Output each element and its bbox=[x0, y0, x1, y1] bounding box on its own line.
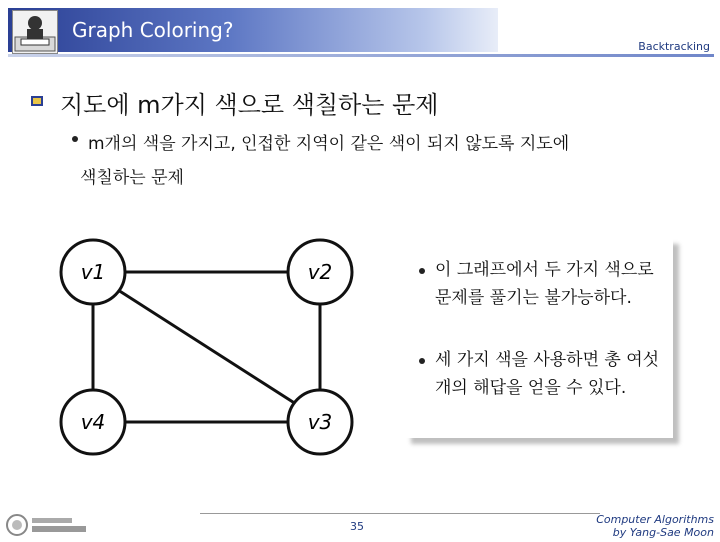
reader-icon bbox=[12, 10, 58, 54]
section-label: Backtracking bbox=[638, 40, 710, 53]
note-panel bbox=[405, 238, 673, 438]
book-bullet-icon bbox=[30, 93, 44, 112]
graph-node-v3 bbox=[288, 390, 352, 454]
sub-bullet-line2: 색칠하는 문제 bbox=[80, 168, 184, 188]
note-text-2: 세 가지 색을 사용하면 총 여섯 개의 해답을 얻을 수 있다. bbox=[435, 350, 660, 398]
note-text-1: 이 그래프에서 두 가지 색으로 문제를 풀기는 불가능하다. bbox=[435, 260, 654, 308]
note-item bbox=[419, 256, 665, 312]
credit-line2: by Yang-Sae Moon bbox=[612, 526, 714, 539]
header-divider bbox=[8, 54, 714, 57]
node-label-v3: v3 bbox=[307, 410, 333, 434]
graph-node-v2 bbox=[288, 240, 352, 304]
university-logo bbox=[4, 512, 94, 538]
slide-title: Graph Coloring? bbox=[72, 18, 234, 42]
footer-divider bbox=[200, 513, 600, 514]
graph-figure bbox=[30, 232, 415, 492]
credits bbox=[596, 513, 714, 539]
node-label-v4: v4 bbox=[80, 410, 106, 434]
bullet-dot bbox=[419, 358, 425, 364]
credit-line1: Computer Algorithms bbox=[596, 513, 714, 526]
graph-node-v4 bbox=[61, 390, 125, 454]
sub-bullet-text bbox=[80, 127, 688, 195]
main-heading: 지도에 m가지 색으로 색칠하는 문제 bbox=[60, 91, 439, 119]
sub-bullet-line1: m개의 색을 가지고, 인접한 지역이 같은 색이 되지 않도록 지도에 bbox=[88, 134, 570, 154]
node-label-v1: v1 bbox=[80, 260, 106, 284]
page-number: 35 bbox=[350, 520, 364, 533]
edge-v1-v3 bbox=[118, 290, 296, 404]
note-item bbox=[419, 346, 665, 402]
node-label-v2: v2 bbox=[307, 260, 333, 284]
graph-node-v1 bbox=[61, 240, 125, 304]
bullet-dot bbox=[419, 268, 425, 274]
bullet-dot bbox=[72, 136, 78, 142]
